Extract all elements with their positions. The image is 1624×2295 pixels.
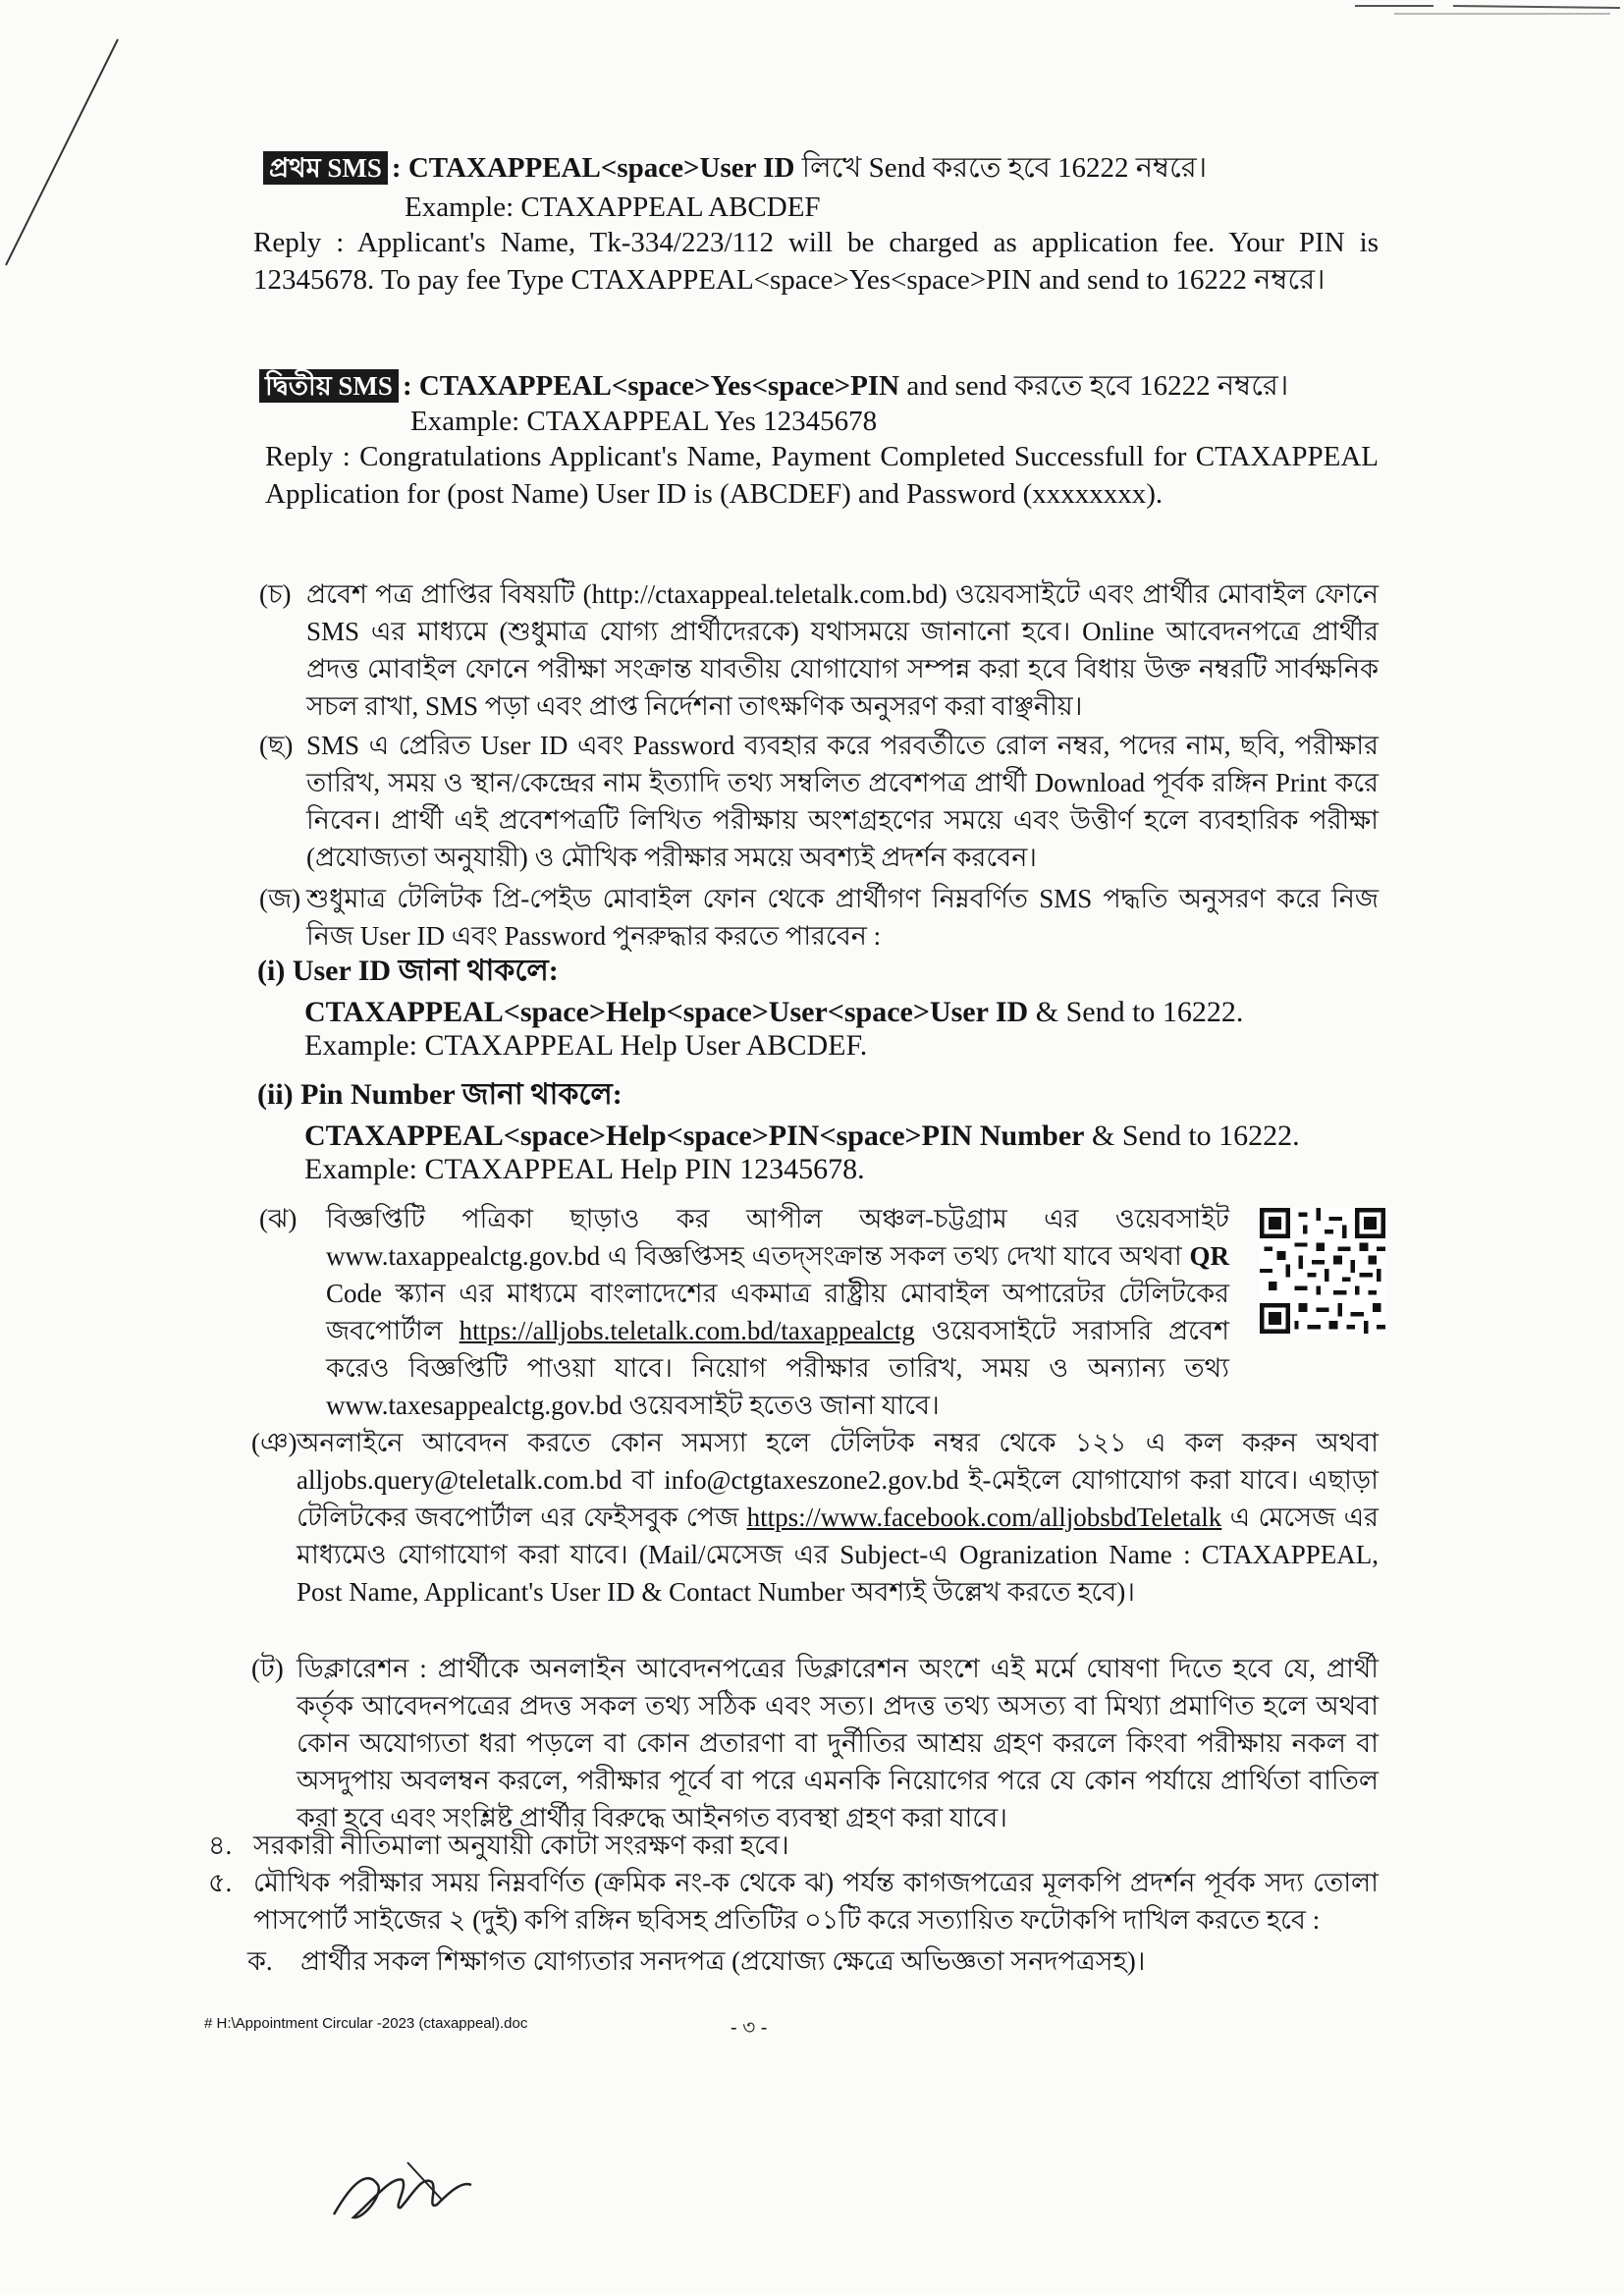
- recovery-i-example: Example: CTAXAPPEAL Help User ABCDEF.: [304, 1029, 868, 1062]
- recovery-i-send: & Send to 16222.: [1028, 996, 1244, 1028]
- recovery-i-line: [304, 994, 1243, 1031]
- item-nya-text-b: এ মেসেজ এর মাধ্যমেও যোগাযোগ করা যাবে। (Mail/মেসেজ এর Subject-এ Ogranization Name : CTAXAPPEAL, Post Name, Applicant's User ID & Contact Number অবশ্যই উল্লেখ করতে হবে)।: [297, 1503, 1379, 1607]
- item-nya-text-a: অনলাইনে আবেদন করতে কোন সমস্যা হলে টেলিটক নম্বর থেকে ১২১ এ কল করুন অথবা alljobs.query@teletalk.com.bd বা info@ctgtaxeszone2.gov.bd ই-মেইলে যোগাযোগ করা যাবে। এছাড়া টেলিটকের জবপোর্টাল এর ফেইসবুক পেজ: [297, 1428, 1379, 1532]
- sms2-line: [259, 367, 1288, 405]
- item-ta-marker: (ট): [251, 1654, 284, 1683]
- sms1-tag: প্রথম SMS: [263, 151, 388, 185]
- item-jha-qr-label: QR: [1189, 1241, 1229, 1271]
- item-nya-link[interactable]: https://www.facebook.com/alljobsbdTeletalk: [746, 1503, 1222, 1532]
- footer-file-path: # H:\Appointment Circular -2023 (ctaxappeal).doc: [204, 2015, 528, 2032]
- item-ta-text: ডিক্লারেশন : প্রার্থীকে অনলাইন আবেদনপত্রের ডিক্লারেশন অংশে এই মর্মে ঘোষণা দিতে হবে যে, প্রার্থী কর্তৃক আবেদনপত্রের প্রদত্ত সকল তথ্য সঠিক এবং সত্য। প্রদত্ত তথ্য অসত্য বা মিথ্যা প্রমাণিত হলে অথবা কোন অযোগ্যতা ধরা পড়লে বা কোন প্রতারণা বা দুর্নীতির আশ্রয় গ্রহণ করলে কিংবা পরীক্ষায় নকল বা অসদুপায় অবলম্বন করলে, পরীক্ষার পূর্বে বা পরে এমনকি নিয়োগের পরে যে কোন পর্যায়ে প্রার্থিতা বাতিল করা হবে এবং সংশ্লিষ্ট প্রার্থীর বিরুদ্ধে আইনগত ব্যবস্থা গ্রহণ করা যাবে।: [297, 1654, 1379, 1832]
- recovery-i-label: (i) User ID জানা থাকলে:: [257, 955, 559, 987]
- recovery-ii-send: & Send to 16222.: [1084, 1120, 1300, 1152]
- item-chha-text: SMS এ প্রেরিত User ID এবং Password ব্যবহার করে পরবর্তীতে রোল নম্বর, পদের নাম, ছবি, পরীক্ষার তারিখ, সময় ও স্থান/কেন্দ্রের নাম ইত্যাদি তথ্য সম্বলিত প্রবেশপত্র প্রার্থী Download পূর্বক রঙ্গিন Print করে নিবেন। প্রার্থী এই প্রবেশপত্রটি লিখিত পরীক্ষায় অংশগ্রহণের সময়ে এবং উত্তীর্ণ হলে ব্যবহারিক পরীক্ষা (প্রযোজ্যতা অনুযায়ী) ও মৌখিক পরীক্ষার সময়ে অবশ্যই প্রদর্শন করবেন।: [306, 731, 1379, 872]
- recovery-ii-command: CTAXAPPEAL<space>Help<space>PIN<space>PIN Number: [304, 1120, 1085, 1152]
- recovery-ii-label: (ii) Pin Number জানা থাকলে:: [257, 1078, 623, 1111]
- footer-page-number: - ৩ -: [731, 2017, 768, 2039]
- item-4-marker: ৪.: [208, 1831, 233, 1860]
- sms2-tag: দ্বিতীয় SMS: [259, 369, 399, 403]
- sms1-line: [263, 149, 1207, 187]
- signature-mark: [324, 2141, 501, 2229]
- item-jha-marker: (ঝ): [259, 1204, 298, 1233]
- item-nya-marker: (ঞ): [251, 1428, 298, 1457]
- item-ka-marker: ক.: [247, 1946, 273, 1976]
- item-5-marker: ৫.: [208, 1868, 233, 1897]
- recovery-i-command: CTAXAPPEAL<space>Help<space>User<space>User ID: [304, 996, 1029, 1028]
- sms1-instruction: লিখে Send করতে হবে 16222 নম্বরে।: [794, 152, 1208, 184]
- item-jha-text: [326, 1200, 1229, 1424]
- sms2-example: Example: CTAXAPPEAL Yes 12345678: [410, 406, 878, 437]
- item-nya-text: [297, 1424, 1379, 1611]
- item-4-text: সরকারী নীতিমালা অনুযায়ী কোটা সংরক্ষণ করা হবে।: [253, 1831, 789, 1860]
- item-ja-text: শুধুমাত্র টেলিটক প্রি-পেইড মোবাইল ফোন থেকে প্রার্থীগণ নিম্নবর্ণিত SMS পদ্ধতি অনুসরণ করে নিজ নিজ User ID এবং Password পুনরুদ্ধার করতে পারবেন :: [306, 884, 1379, 951]
- item-jha-text-c: ওয়েবসাইটে সরাসরি প্রবেশ করেও বিজ্ঞপ্তিটি পাওয়া যাবে। নিয়োগ পরীক্ষার তারিখ, সময় ও অন্যান্য তথ্য www.taxesappealctg.gov.bd ওয়েবসাইট হতেও জানা যাবে।: [326, 1316, 1229, 1420]
- recovery-ii-line: [304, 1118, 1300, 1155]
- qr-code-image[interactable]: [1260, 1208, 1385, 1334]
- item-5-text: মৌখিক পরীক্ষার সময় নিম্নবর্ণিত (ক্রমিক নং-ক থেকে ঝ) পর্যন্ত কাগজপত্রের মূলকপি প্রদর্শন পূর্বক সদ্য তোলা পাসপোর্ট সাইজের ২ (দুই) কপি রঙ্গিন ছবিসহ প্রতিটির ০১টি করে সত্যায়িত ফটোকপি দাখিল করতে হবে :: [253, 1868, 1379, 1935]
- item-jha-text-a: বিজ্ঞপ্তিটি পত্রিকা ছাড়াও কর আপীল অঞ্চল-চট্টগ্রাম এর ওয়েবসাইট www.taxappealctg.gov.bd এ বিজ্ঞপ্তিসহ এতদ্‌সংক্রান্ত সকল তথ্য দেখা যাবে অথবা: [326, 1204, 1229, 1271]
- sms2-command: : CTAXAPPEAL<space>Yes<space>PIN: [402, 370, 900, 402]
- sms1-command: : CTAXAPPEAL<space>User ID: [391, 152, 795, 184]
- item-chha-marker: (ছ): [259, 731, 294, 760]
- item-ja-marker: (জ): [259, 884, 301, 913]
- item-jha-link[interactable]: https://alljobs.teletalk.com.bd/taxappealctg: [459, 1316, 915, 1345]
- sms2-instruction: and send করতে হবে 16222 নম্বরে।: [899, 370, 1289, 402]
- sms1-example: Example: CTAXAPPEAL ABCDEF: [405, 191, 821, 223]
- sms1-reply: Reply : Applicant's Name, Tk-334/223/112 will be charged as application fee. Your PIN is 12345678. To pay fee Type CTAXAPPEAL<space>Yes<space>PIN and send to 16222 নম্বরে।: [253, 227, 1379, 296]
- recovery-ii-example: Example: CTAXAPPEAL Help PIN 12345678.: [304, 1153, 865, 1185]
- sms2-reply: Reply : Congratulations Applicant's Name, Payment Completed Successfull for CTAXAPPEAL Application for (post Name) User ID is (ABCDEF) and Password (xxxxxxxx).: [265, 441, 1379, 510]
- item-jha-text-b: Code স্ক্যান এর মাধ্যমে বাংলাদেশের একমাত্র রাষ্ট্রীয় মোবাইল অপারেটর টেলিটকের জবপোর্টাল: [326, 1279, 1229, 1345]
- item-cha-text: প্রবেশ পত্র প্রাপ্তির বিষয়টি (http://ctaxappeal.teletalk.com.bd) ওয়েবসাইটে এবং প্রার্থীর মোবাইল ফোনে SMS এর মাধ্যমে (শুধুমাত্র যোগ্য প্রার্থীদেরকে) যথাসময়ে জানানো হবে। Online আবেদনপত্রে প্রার্থীর প্রদত্ত মোবাইল ফোনে পরীক্ষা সংক্রান্ত যাবতীয় যোগাযোগ সম্পন্ন করা হবে বিধায় উক্ত নম্বরটি সার্বক্ষনিক সচল রাখা, SMS পড়া এবং প্রাপ্ত নির্দেশনা তাৎক্ষণিক অনুসরণ করা বাঞ্ছনীয়।: [306, 579, 1379, 721]
- item-cha-marker: (চ): [259, 579, 292, 609]
- item-ka-text: প্রার্থীর সকল শিক্ষাগত যোগ্যতার সনদপত্র (প্রযোজ্য ক্ষেত্রে অভিজ্ঞতা সনদপত্রসহ)।: [300, 1946, 1146, 1976]
